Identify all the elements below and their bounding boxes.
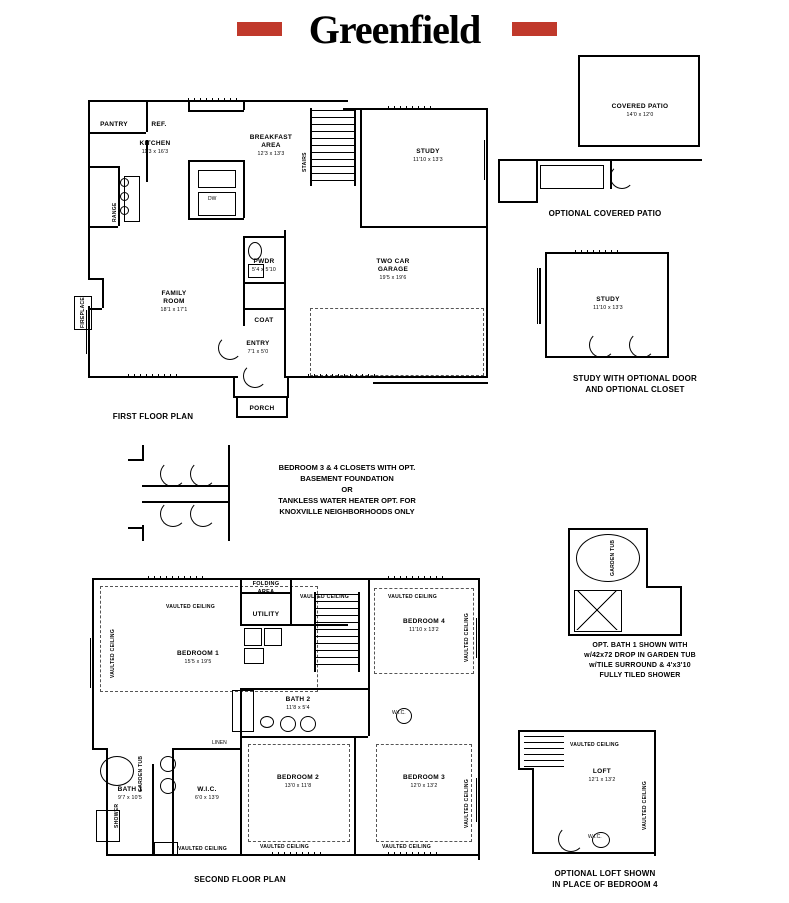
closet-option-note <box>250 462 444 517</box>
room-dim-bedroom1: 15'5 x 19'5 <box>184 659 212 665</box>
shower-label: SHOWER <box>114 803 120 828</box>
room-dim-bath2: 11'8 x 5'4 <box>286 705 310 711</box>
room-label-pantry: PANTRY <box>100 121 128 128</box>
room-label-bedroom1: BEDROOM 1 <box>176 650 220 657</box>
optional-study-caption <box>520 373 750 395</box>
room-label-utility: UTILITY <box>252 611 280 618</box>
opt-bath-line2: w/42x72 DROP IN GARDEN TUB <box>584 652 696 659</box>
opt-bath-line1: OPT. BATH 1 SHOWN WITH <box>592 642 688 649</box>
room-dim-entry: 7'1 x 5'0 <box>247 349 269 355</box>
vaulted-ceiling-label-4: VAULTED CEILING <box>388 594 438 600</box>
linen-label: LINEN <box>212 740 227 746</box>
vaulted-ceiling-label-8: VAULTED CEILING <box>260 844 310 850</box>
room-label-bedroom2: BEDROOM 2 <box>276 774 320 781</box>
room-dim-loft: 12'1 x 13'2 <box>588 777 616 783</box>
optional-study-plan <box>545 248 675 368</box>
room-label-pwdr: PWDR <box>253 258 275 265</box>
opt-loft-line1: OPTIONAL LOFT SHOWN <box>554 869 656 878</box>
opt-loft-line2: IN PLACE OF BEDROOM 4 <box>552 880 658 889</box>
room-label-loft: LOFT <box>592 768 612 775</box>
room-dim-bedroom2: 13'0 x 11'8 <box>284 783 312 789</box>
room-label-bedroom4: BEDROOM 4 <box>402 618 446 625</box>
room-dim-family: 18'1 x 17'1 <box>160 307 188 313</box>
room-dim-kitchen: 11'3 x 16'3 <box>141 149 169 155</box>
closet-option-line1: BEDROOM 3 & 4 CLOSETS WITH OPT. <box>278 463 416 472</box>
room-label-kitchen: KITCHEN <box>139 140 171 147</box>
room-label-opt-study: STUDY <box>596 296 620 303</box>
vaulted-ceiling-label-6: VAULTED CEILING <box>464 778 470 828</box>
room-label-wic: W.I.C. <box>197 786 217 793</box>
closet-option-line5: KNOXVILLE NEIGHBORHOODS ONLY <box>279 507 415 516</box>
room-dim-garage: 19'5 x 19'6 <box>379 275 407 281</box>
room-dim-breakfast: 12'3 x 13'3 <box>257 151 285 157</box>
closet-option-line4: TANKLESS WATER HEATER OPT. FOR <box>278 496 416 505</box>
room-label-porch: PORCH <box>249 405 275 412</box>
room-label-coat: COAT <box>254 317 274 324</box>
range-label: RANGE <box>112 202 118 222</box>
room-label-family: FAMILY <box>161 290 187 297</box>
room-dim-bedroom4: 11'10 x 13'2 <box>409 627 439 633</box>
loft-vaulted-ceiling-label-1: VAULTED CEILING <box>570 742 620 748</box>
room-dim-bedroom3: 12'0 x 13'2 <box>410 783 438 789</box>
first-floor-caption: FIRST FLOOR PLAN <box>112 412 194 421</box>
room-label-garage: TWO CAR <box>376 258 410 265</box>
optional-study-caption-line2: AND OPTIONAL CLOSET <box>585 385 685 394</box>
room-label-study: STUDY <box>416 148 440 155</box>
optional-loft-caption <box>500 868 710 890</box>
room-label-bedroom3: BEDROOM 3 <box>402 774 446 781</box>
room-label-ref: REF. <box>151 121 167 128</box>
room-dim-study: 11'10 x 13'3 <box>413 157 443 163</box>
room-label-folding-2: AREA <box>257 589 275 595</box>
room-dim-wic: 6'0 x 13'9 <box>195 795 219 801</box>
vaulted-ceiling-label-5: VAULTED CEILING <box>464 612 470 662</box>
closet-option-line2: BASEMENT FOUNDATION <box>300 474 394 483</box>
second-floor-caption: SECOND FLOOR PLAN <box>194 875 286 884</box>
fireplace-label: FIREPLACE <box>80 296 86 328</box>
room-label-breakfast-2: AREA <box>261 142 281 149</box>
room-dim-covered-patio: 14'0 x 12'0 <box>626 112 654 118</box>
optional-covered-patio-plan <box>490 55 720 205</box>
garden-tub-label: GARDEN TUB <box>138 755 144 792</box>
page-title: Greenfield <box>308 7 481 52</box>
optional-covered-patio-caption: OPTIONAL COVERED PATIO <box>548 209 662 218</box>
room-label-breakfast: BREAKFAST <box>249 134 293 141</box>
room-dim-bath1: 9'7 x 10'5 <box>118 795 142 801</box>
opt-bath-line3: w/TILE SURROUND & 4'x3'10 <box>589 662 691 669</box>
page-header <box>0 8 789 54</box>
room-label-bath2: BATH 2 <box>285 696 311 703</box>
room-dim-pwdr: 5'4 x 5'10 <box>252 267 276 273</box>
room-label-entry: ENTRY <box>246 340 270 347</box>
loft-vaulted-ceiling-label-2: VAULTED CEILING <box>642 780 648 830</box>
vaulted-ceiling-label-3: VAULTED CEILING <box>300 594 350 600</box>
opt-garden-tub-label: GARDEN TUB <box>610 539 616 576</box>
optional-bath-plan <box>568 528 688 638</box>
stairs-label: STAIRS <box>302 152 308 172</box>
room-label-covered-patio: COVERED PATIO <box>611 103 669 110</box>
first-floor-plan: RANGE DW PANTRY REF. KITCHEN 11'3 x 16'3 BREAKFAST AREA 12'3 x 13'3 STAIRS STUDY 11'10 x 13'3 TWO CAR GARAGE 19'5 x 19'6 FAMILY ROOM 18'1 x 17'1 FIREPLACE PWDR 5'4 x 5'10 COAT ENTRY 7'1 x 5'0 PORCH <box>88 100 488 430</box>
optional-study-caption-line1: STUDY WITH OPTIONAL DOOR <box>572 374 698 383</box>
room-dim-opt-study: 11'10 x 13'3 <box>593 305 623 311</box>
vaulted-ceiling-label-1: VAULTED CEILING <box>110 628 116 678</box>
vaulted-ceiling-label-7: VAULTED CEILING <box>382 844 432 850</box>
second-floor-plan: BEDROOM 1 15'5 x 19'5 VAULTED CEILING VAULTED CEILING FOLDING AREA UTILITY VAULTED CEILING BEDROOM 4 11'10 x 13'2 VAULTED CEILING VAULTED CEILING BATH 2 11'8 x 5'4 BEDROOM 3 12'0 x 13'2 VAULTED CEILING VAULTED CEILING W.I.C. BEDROOM 2 13'0 x 11'8 VAULTED CEILING W.I.C. 6'0 x 13'9 BATH 1 9'7 x 10'5 GARDEN TUB SHOWER VAULTED CEILING LINEN <box>92 578 482 870</box>
optional-bath-caption <box>540 641 740 681</box>
room-label-folding: FOLDING <box>252 581 280 587</box>
closet-option-line3: OR <box>341 485 353 494</box>
vaulted-ceiling-label-2: VAULTED CEILING <box>166 604 216 610</box>
closet-option-plan <box>128 445 243 541</box>
room-label-bath1: BATH 1 <box>117 786 143 793</box>
opt-bath-line4: FULLY TILED SHOWER <box>599 672 681 679</box>
vaulted-ceiling-label-9: VAULTED CEILING <box>178 846 228 852</box>
room-label-garage-2: GARAGE <box>377 266 409 273</box>
room-label-family-2: ROOM <box>163 298 185 305</box>
optional-loft-plan: LOFT 12'1 x 13'2 VAULTED CEILING VAULTED CEILING W.I.C. <box>518 730 658 860</box>
